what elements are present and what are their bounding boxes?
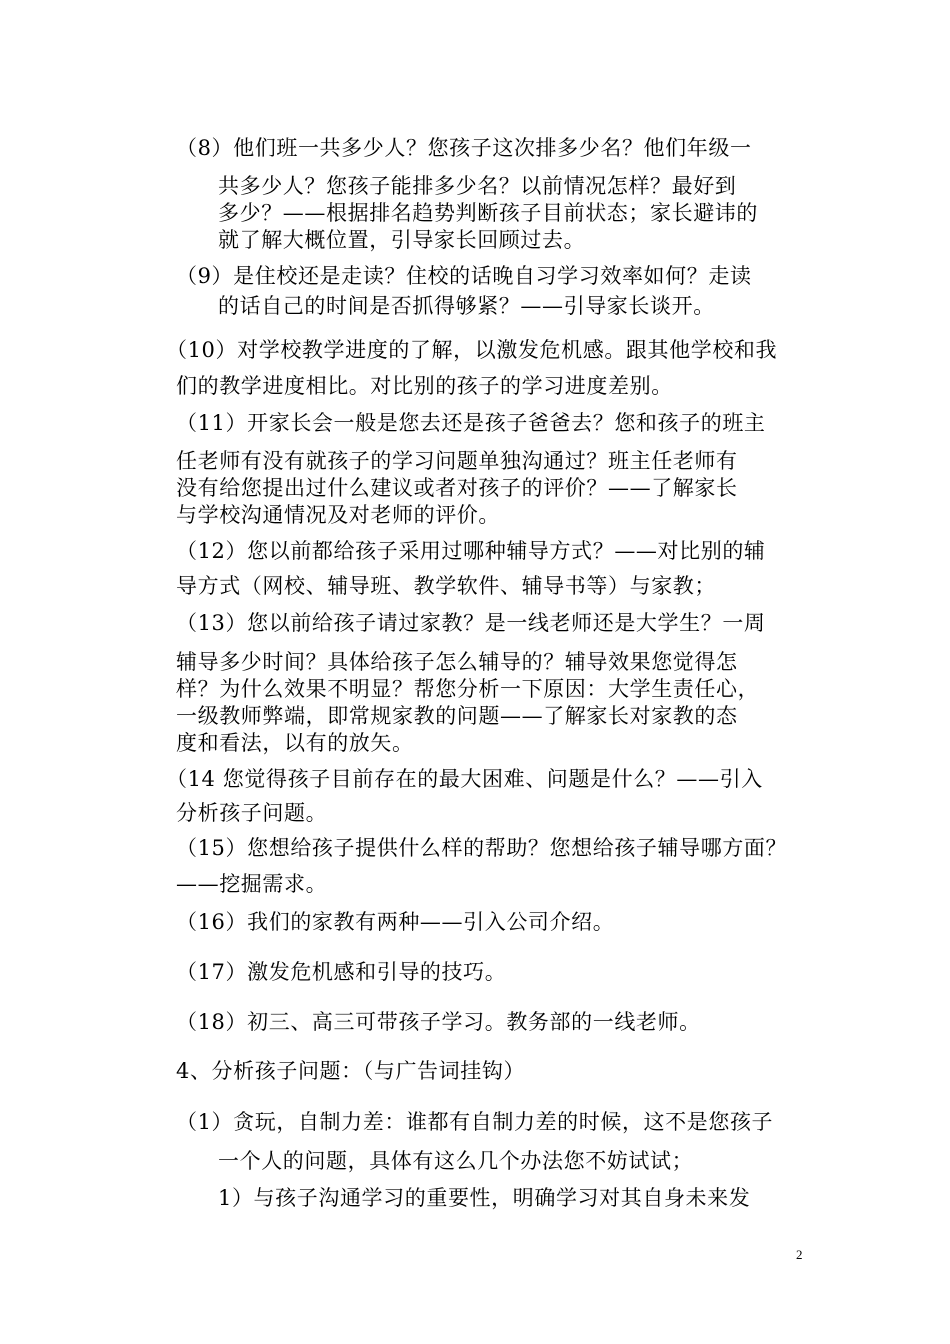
- text-line: （12）您以前都给孩子采用过哪种辅导方式？——对比别的辅: [176, 539, 766, 563]
- text-line: （16）我们的家教有两种——引入公司介绍。: [176, 910, 615, 934]
- page-number: 2: [796, 1247, 803, 1262]
- text-line: （15）您想给孩子提供什么样的帮助？您想给孩子辅导哪方面？: [176, 836, 788, 860]
- text-line: （1）贪玩，自制力差：谁都有自制力差的时候，这不是您孩子: [176, 1110, 774, 1134]
- text-line: ——挖掘需求。: [176, 872, 328, 896]
- text-line: 度和看法，以有的放矢。: [176, 731, 414, 755]
- text-line: 共多少人？您孩子能排多少名？以前情况怎样？最好到: [218, 174, 737, 198]
- text-line: （8）他们班一共多少人？您孩子这次排多少名？他们年级一: [176, 136, 752, 160]
- text-line: 们的教学进度相比。对比别的孩子的学习进度差别。: [176, 374, 673, 398]
- text-line: （11）开家长会一般是您去还是孩子爸爸去？您和孩子的班主: [176, 411, 766, 435]
- text-line: （9）是住校还是走读？住校的话晚自习学习效率如何？走读: [176, 264, 752, 288]
- text-line: 没有给您提出过什么建议或者对孩子的评价？——了解家长: [176, 476, 738, 500]
- text-line: （18）初三、高三可带孩子学习。教务部的一线老师。: [176, 1010, 701, 1034]
- text-line: 分析孩子问题。: [176, 801, 328, 825]
- text-line: （17）激发危机感和引导的技巧。: [176, 960, 507, 984]
- text-line: 导方式（网校、辅导班、教学软件、辅导书等）与家教；: [176, 574, 716, 598]
- text-line: （14 您觉得孩子目前存在的最大困难、问题是什么？——引入: [166, 767, 763, 791]
- text-line: 一级教师弊端，即常规家教的问题——了解家长对家教的态: [176, 704, 738, 728]
- text-line: 一个人的问题，具体有这么几个办法您不妨试试；: [218, 1149, 694, 1173]
- text-line: 的话自己的时间是否抓得够紧？——引导家长谈开。: [218, 294, 715, 318]
- text-line: 1）与孩子沟通学习的重要性，明确学习对其自身未来发: [218, 1186, 751, 1210]
- text-line: 就了解大概位置，引导家长回顾过去。: [218, 228, 586, 252]
- text-line: （10）对学校教学进度的了解，以激发危机感。跟其他学校和我: [166, 338, 778, 362]
- section-heading: 4、分析孩子问题：（与广告词挂钩）: [176, 1059, 526, 1083]
- text-line: 样？为什么效果不明显？帮您分析一下原因：大学生责任心，: [176, 677, 760, 701]
- text-line: 辅导多少时间？具体给孩子怎么辅导的？辅导效果您觉得怎: [176, 650, 738, 674]
- text-line: 与学校沟通情况及对老师的评价。: [176, 503, 500, 527]
- text-line: 任老师有没有就孩子的学习问题单独沟通过？班主任老师有: [176, 449, 738, 473]
- text-line: 多少？——根据排名趋势判断孩子目前状态；家长避讳的: [218, 201, 758, 225]
- text-line: （13）您以前给孩子请过家教？是一线老师还是大学生？一周: [176, 611, 766, 635]
